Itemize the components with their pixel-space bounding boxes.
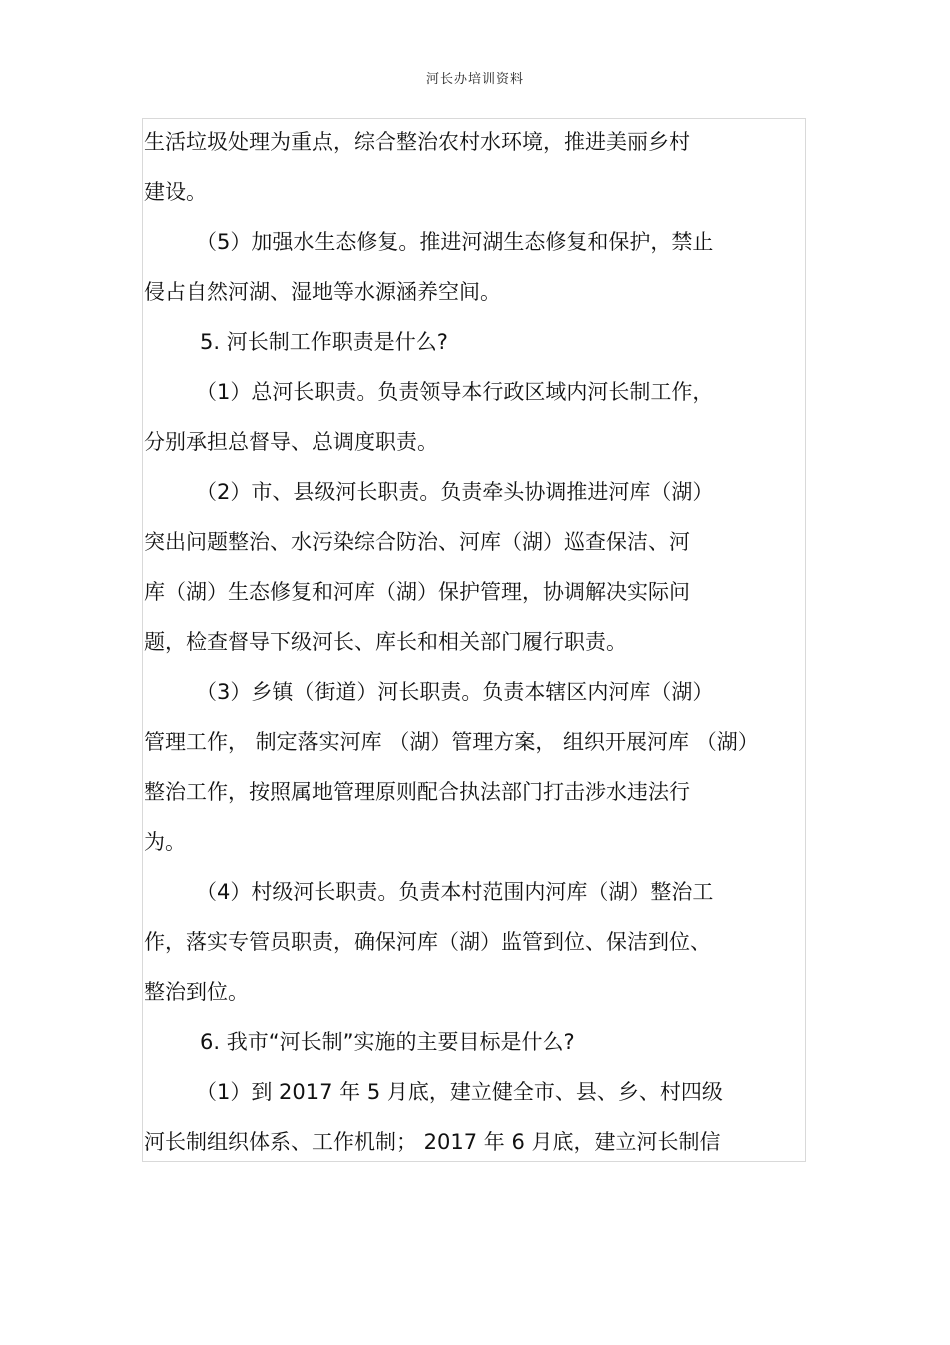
body-line: （4）村级河长职责。负责本村范围内河库（湖）整治工 [196,880,714,904]
page-header: 河长办培训资料 [425,72,524,87]
question-heading: 6. 我市“河长制”实施的主要目标是什么? [200,1030,575,1054]
body-line: 分别承担总督导、总调度职责。 [144,430,438,454]
body-line: 侵占自然河湖、湿地等水源涵养空间。 [144,280,501,304]
body-line: 整治工作，按照属地管理原则配合执法部门打击涉水违法行 [144,780,690,804]
body-line: （1）到 2017 年 5 月底，建立健全市、县、乡、村四级 [196,1080,723,1104]
body-line: （5）加强水生态修复。推进河湖生态修复和保护，禁止 [196,230,714,254]
question-heading: 5. 河长制工作职责是什么? [200,330,448,354]
body-line: 突出问题整治、水污染综合防治、河库（湖）巡查保洁、河 [144,530,690,554]
body-line: （2）市、县级河长职责。负责牵头协调推进河库（湖） [196,480,714,504]
body-line: 管理工作， 制定落实河库 （湖）管理方案， 组织开展河库 （湖） [144,730,759,754]
body-line: 为。 [144,830,186,854]
body-line: 河长制组织体系、工作机制； 2017 年 6 月底，建立河长制信 [144,1130,721,1154]
body-line: 建设。 [144,180,207,204]
body-line: （3）乡镇（街道）河长职责。负责本辖区内河库（湖） [196,680,714,704]
body-line: 库（湖）生态修复和河库（湖）保护管理，协调解决实际问 [144,580,690,604]
body-line: 题，检查督导下级河长、库长和相关部门履行职责。 [144,630,627,654]
body-line: 生活垃圾处理为重点，综合整治农村水环境，推进美丽乡村 [144,130,690,154]
body-line: 作，落实专管员职责，确保河库（湖）监管到位、保洁到位、 [144,930,711,954]
body-line: 整治到位。 [144,980,249,1004]
body-line: （1）总河长职责。负责领导本行政区域内河长制工作， [196,380,714,404]
